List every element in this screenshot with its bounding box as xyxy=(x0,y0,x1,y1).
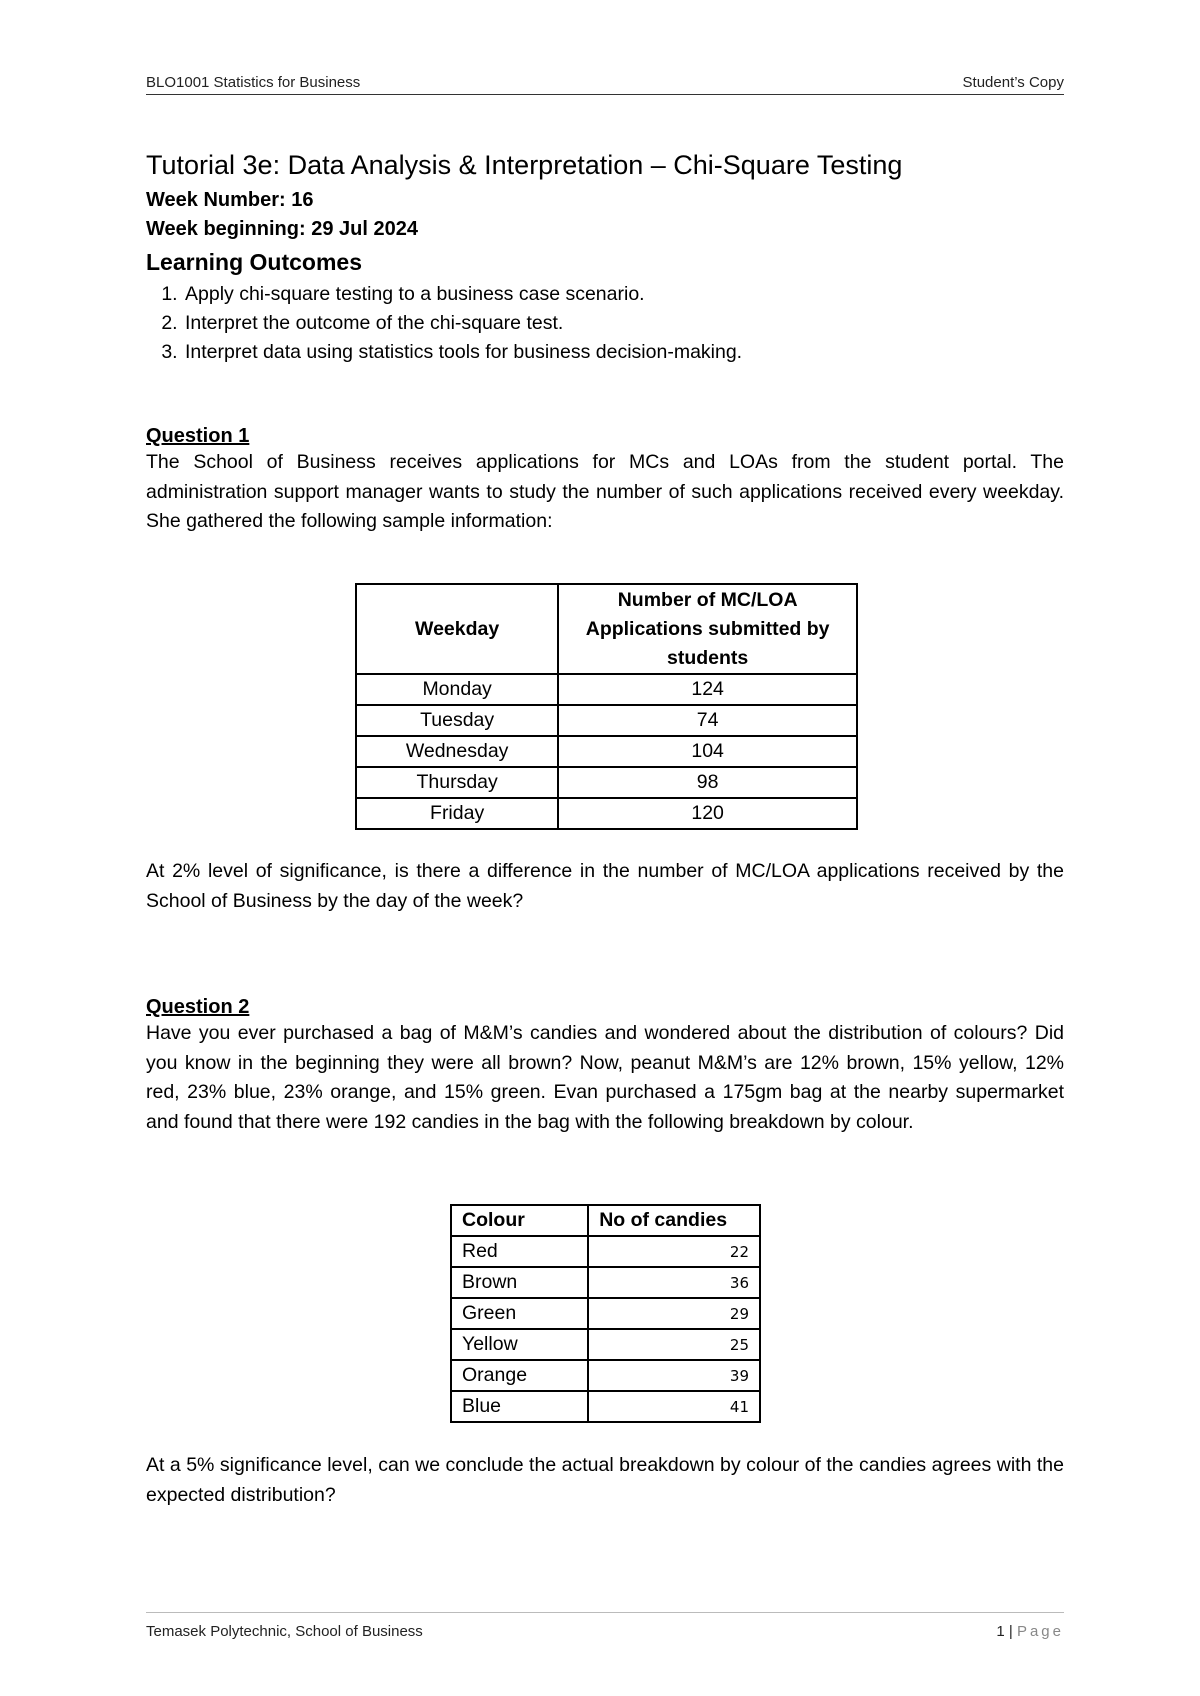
table-header-row xyxy=(451,1205,760,1236)
table-cell: Blue xyxy=(451,1391,588,1422)
table-header: Number of MC/LOA Applications submitted by students xyxy=(558,584,857,674)
question-2-prompt: At a 5% significance level, can we conclude the actual breakdown by colour of the candies agrees with the expected distribution? xyxy=(146,1454,1064,1506)
table-cell: Orange xyxy=(451,1360,588,1391)
table-row xyxy=(451,1360,760,1391)
table-cell: Thursday xyxy=(356,767,558,798)
table-cell: Yellow xyxy=(451,1329,588,1360)
question-1-prompt: At 2% level of significance, is there a difference in the number of MC/LOA applications received by the School of Business by the day of the week? xyxy=(146,860,1064,912)
page-number-value: 1 xyxy=(996,1623,1005,1640)
footer-org: Temasek Polytechnic, School of Business xyxy=(146,1623,423,1640)
table-cell: 98 xyxy=(558,767,857,798)
table-row xyxy=(451,1329,760,1360)
table-cell: Tuesday xyxy=(356,705,558,736)
table-row xyxy=(356,798,857,829)
question-2-heading: Question 2 xyxy=(146,996,250,1018)
table-cell: Wednesday xyxy=(356,736,558,767)
table-cell: Friday xyxy=(356,798,558,829)
table-cell: 124 xyxy=(558,674,857,705)
table-cell: 25 xyxy=(588,1329,760,1360)
page-number xyxy=(996,1623,1064,1640)
table-header: Weekday xyxy=(356,584,558,674)
table-row xyxy=(356,705,857,736)
week-number: Week Number: 16 xyxy=(146,189,314,211)
question-2-prompt-block xyxy=(146,1451,1064,1510)
learning-outcomes-list xyxy=(146,280,1064,367)
table-cell: 120 xyxy=(558,798,857,829)
question-2-intro: Have you ever purchased a bag of M&M’s candies and wondered about the distribution of colours? Did you know in the beginning they were all brown? Now, peanut M&M’s are 12% brown, 15% yellow, 12% red, 23% blue, 23% orange, and 15% green. Evan purchased a 175gm bag at the nearby supermarket and found that there were 192 candies in the bag with the following breakdown by colour. xyxy=(146,1022,1064,1133)
table-row xyxy=(356,767,857,798)
page-label: Page xyxy=(1016,1623,1064,1640)
copy-label: Student’s Copy xyxy=(962,74,1064,91)
table-cell: Monday xyxy=(356,674,558,705)
table-cell: Red xyxy=(451,1236,588,1267)
table-row xyxy=(451,1267,760,1298)
outcome-item: 2. Interpret the outcome of the chi-square test. xyxy=(183,309,1064,338)
table-cell: 36 xyxy=(588,1267,760,1298)
question-2-block xyxy=(146,996,1064,1137)
table-row xyxy=(451,1298,760,1329)
page-title: Tutorial 3e: Data Analysis & Interpretation – Chi-Square Testing xyxy=(146,150,903,180)
table-row xyxy=(356,736,857,767)
page-header xyxy=(146,72,1064,95)
table-row xyxy=(356,674,857,705)
candy-colour-table xyxy=(450,1204,761,1423)
question-1-prompt-block xyxy=(146,857,1064,916)
page-footer xyxy=(146,1612,1064,1643)
table-header: No of candies xyxy=(588,1205,760,1236)
outcome-item: 1. Apply chi-square testing to a business case scenario. xyxy=(183,280,1064,309)
course-name: BLO1001 Statistics for Business xyxy=(146,74,361,91)
question-1-heading: Question 1 xyxy=(146,425,250,447)
table-cell: 29 xyxy=(588,1298,760,1329)
table-row xyxy=(451,1391,760,1422)
table-header: Colour xyxy=(451,1205,588,1236)
outcome-item: 3. Interpret data using statistics tools for business decision-making. xyxy=(183,338,1064,367)
weekday-applications-table xyxy=(355,583,858,830)
table-header-row xyxy=(356,584,857,674)
table-cell: Brown xyxy=(451,1267,588,1298)
table-row xyxy=(451,1236,760,1267)
table-cell: 39 xyxy=(588,1360,760,1391)
week-beginning: Week beginning: 29 Jul 2024 xyxy=(146,218,418,240)
table-cell: 41 xyxy=(588,1391,760,1422)
learning-outcomes-heading: Learning Outcomes xyxy=(146,249,362,275)
table-cell: Green xyxy=(451,1298,588,1329)
table-cell: 74 xyxy=(558,705,857,736)
document-body xyxy=(146,150,1064,537)
table-cell: 104 xyxy=(558,736,857,767)
page-separator: | xyxy=(1008,1623,1013,1640)
question-1-intro: The School of Business receives applications for MCs and LOAs from the student portal. The administration support manager wants to study the number of such applications received every weekday. She gathered the following sample information: xyxy=(146,451,1064,532)
table-cell: 22 xyxy=(588,1236,760,1267)
